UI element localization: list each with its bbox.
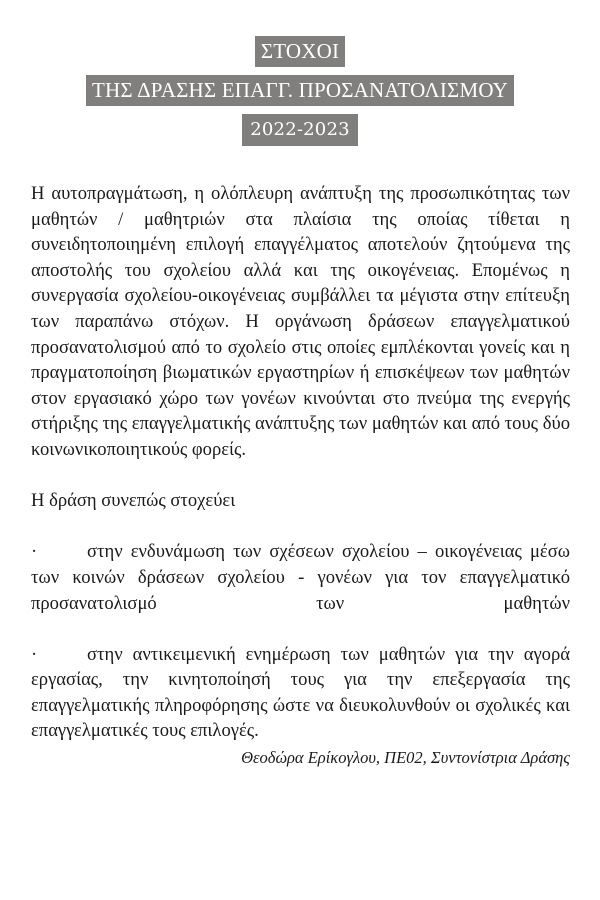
bullet-icon: · bbox=[31, 541, 38, 563]
title-block bbox=[0, 36, 600, 153]
spacer bbox=[31, 616, 570, 642]
intro-paragraph: Η αυτοπραγμάτωση, η ολόπλευρη ανάπτυξη της προσωπικότητας των μαθητών / μαθητριών στα πλαίσια της οποίας τίθεται η συνειδητοποιημένη επιλογή επαγγέλματος αποτελούν ζητούμενα της αποστολής του σχολείου αλλά και της οικογένειας. Επομένως η συνεργασία σχολείου-οικογένειας συμβάλλει τα μέγιστα στην επίτευξη των παραπάνω στόχων. Η οργάνωση δράσεων επαγγελματικού προσανατολισμού από το σχολείο στις οποίες εμπλέκονται γονείς και η πραγματοποίηση βιωματικών εργαστηρίων ή επισκέψεων των μαθητών στον εργασιακό χώρο των γονέων κινούνται στο πνεύμα της ενεργής στήριξης της επαγγελματικής ανάπτυξης των μαθητών και από τους δύο κοινωνικοποιητικούς φορείς. bbox=[31, 183, 570, 460]
aim-item bbox=[31, 642, 570, 744]
title-line-2: ΤΗΣ ΔΡΑΣΗΣ ΕΠΑΓΓ. ΠΡΟΣΑΝΑΤΟΛΙΣΜΟΥ bbox=[86, 75, 514, 106]
school-year: 2022-2023 bbox=[242, 114, 358, 146]
title-line-1: ΣΤΟΧΟΙ bbox=[255, 36, 345, 67]
spacer bbox=[31, 514, 570, 540]
bullet-icon: · bbox=[31, 643, 38, 665]
document-body bbox=[31, 181, 570, 770]
aims-intro: Η δράση συνεπώς στοχεύει bbox=[31, 490, 236, 512]
spacer bbox=[31, 463, 570, 489]
aim-text: στην ενδυνάμωση των σχέσεων σχολείου – οικογένειας μέσω των κοινών δράσεων σχολείου - γονέων για τον επαγγελματικό προσανατολισμό των μαθητών bbox=[31, 541, 570, 614]
signature: Θεοδώρα Ερίκογλου, ΠΕ02, Συντονίστρια Δράσης bbox=[241, 748, 570, 768]
aim-item bbox=[31, 539, 570, 616]
aim-text: στην αντικειμενική ενημέρωση των μαθητών για την αγορά εργασίας, την κινητοποίησή τους για την επεξεργασία της επαγγελματικής πληροφόρησης ώστε να διευκολυνθούν οι σχολικές και επαγγελματικές τους επιλογές. bbox=[31, 643, 570, 742]
